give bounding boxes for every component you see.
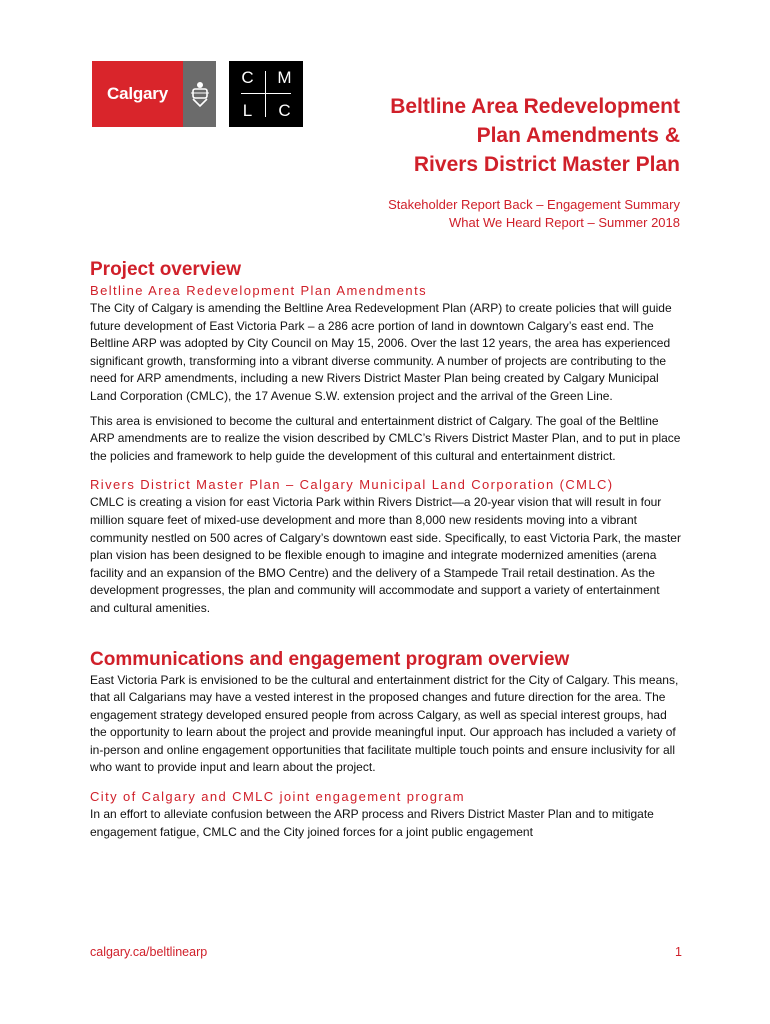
- footer-url-link[interactable]: calgary.ca/beltlinearp: [90, 945, 208, 959]
- subtitle-line-2: What We Heard Report – Summer 2018: [449, 215, 680, 230]
- page-number: 1: [675, 945, 682, 959]
- calgary-logo-text: Calgary: [107, 84, 168, 103]
- paragraph-arp-goal: This area is envisioned to become the cultural and entertainment district of Calgary. The goal of the Beltline ARP amendments are to realize the vision described by CMLC’s Rivers District Master Plan, and to put in place the policies and framework to help guide the development of this cultural and entertainment district.: [90, 413, 681, 463]
- paragraph-arp-intro: The City of Calgary is amending the Beltline Area Redevelopment Plan (ARP) to create policies that will guide future development of East Victoria Park – a 286 acre portion of land in downtown Calgary’s east end. The Beltline ARP was adopted by City Council on May 15, 2006. Over the last 12 years, the area has experienced significant growth, transforming into a vibrant diverse community. A number of projects are contributing to the need for ARP amendments, including a new Rivers District Master Plan being created by Calgary Municipal Land Corporation (CMLC), the 17 Avenue S.W. extension project and the arrival of the Green Line.: [90, 301, 672, 403]
- cmlc-letter-l: L: [242, 100, 253, 120]
- title-line-1: Beltline Area Redevelopment: [390, 95, 680, 118]
- document-subtitle: [388, 196, 680, 232]
- logo-row: [92, 61, 303, 127]
- subheading-beltline-arp: Beltline Area Redevelopment Plan Amendments: [90, 283, 427, 298]
- cmlc-letter-m: M: [277, 67, 292, 87]
- document-body: [90, 258, 682, 841]
- document-title-block: [388, 92, 680, 232]
- calgary-logo: [92, 61, 216, 127]
- paragraph-joint-engagement: In an effort to alleviate confusion between the ARP process and Rivers District Master Plan and to mitigate engagement fatigue, CMLC and the City joined forces for a joint public engagement: [90, 807, 654, 839]
- paragraph-rivers-district: CMLC is creating a vision for east Victoria Park within Rivers District—a 20-year vision that will result in four million square feet of mixed-use development and more than 8,000 new residents moving into a vibrant community nestled on 500 acres of Calgary’s downtown east side. Specifically, to east Victoria Park, the master plan vision has been designed to be flexible enough to imagine and integrate modernized amenities (arena facility and an expansion of the BMO Centre) and the delivery of a Stampede Trail retail destination. As the development progresses, the plan and community will accommodate and support a variety of entertainment and cultural amenities.: [90, 495, 681, 615]
- cmlc-divider-vertical: [265, 71, 266, 117]
- heading-communications: Communications and engagement program overview: [90, 648, 570, 670]
- cmlc-divider-horizontal: [241, 93, 291, 94]
- crest-icon: [183, 61, 216, 127]
- title-line-3: Rivers District Master Plan: [413, 153, 680, 176]
- paragraph-communications: East Victoria Park is envisioned to be the cultural and entertainment district for the City of Calgary. This means, that all Calgarians may have a vested interest in the proposed changes and future direction for the area. The engagement strategy developed ensured people from across Calgary, as well as special interest groups, had the opportunity to learn about the project and provide meaningful input. Our approach has included a variety of in-person and online engagement opportunities that facilitate multiple touch points and ensure inclusivity for all who want to provide input and learn about the project.: [90, 672, 679, 775]
- subheading-rivers-district: Rivers District Master Plan – Calgary Municipal Land Corporation (CMLC): [90, 477, 614, 493]
- cmlc-logo: [229, 61, 303, 127]
- subheading-joint-engagement: City of Calgary and CMLC joint engagement program: [90, 789, 465, 805]
- cmlc-letter-c1: C: [241, 67, 254, 87]
- subtitle-line-1: Stakeholder Report Back – Engagement Summary: [388, 197, 680, 212]
- document-title: [388, 92, 680, 179]
- page-footer: [90, 945, 682, 959]
- cmlc-letter-c2: C: [278, 100, 291, 120]
- heading-project-overview: Project overview: [90, 259, 242, 280]
- title-line-2: Plan Amendments &: [476, 124, 680, 147]
